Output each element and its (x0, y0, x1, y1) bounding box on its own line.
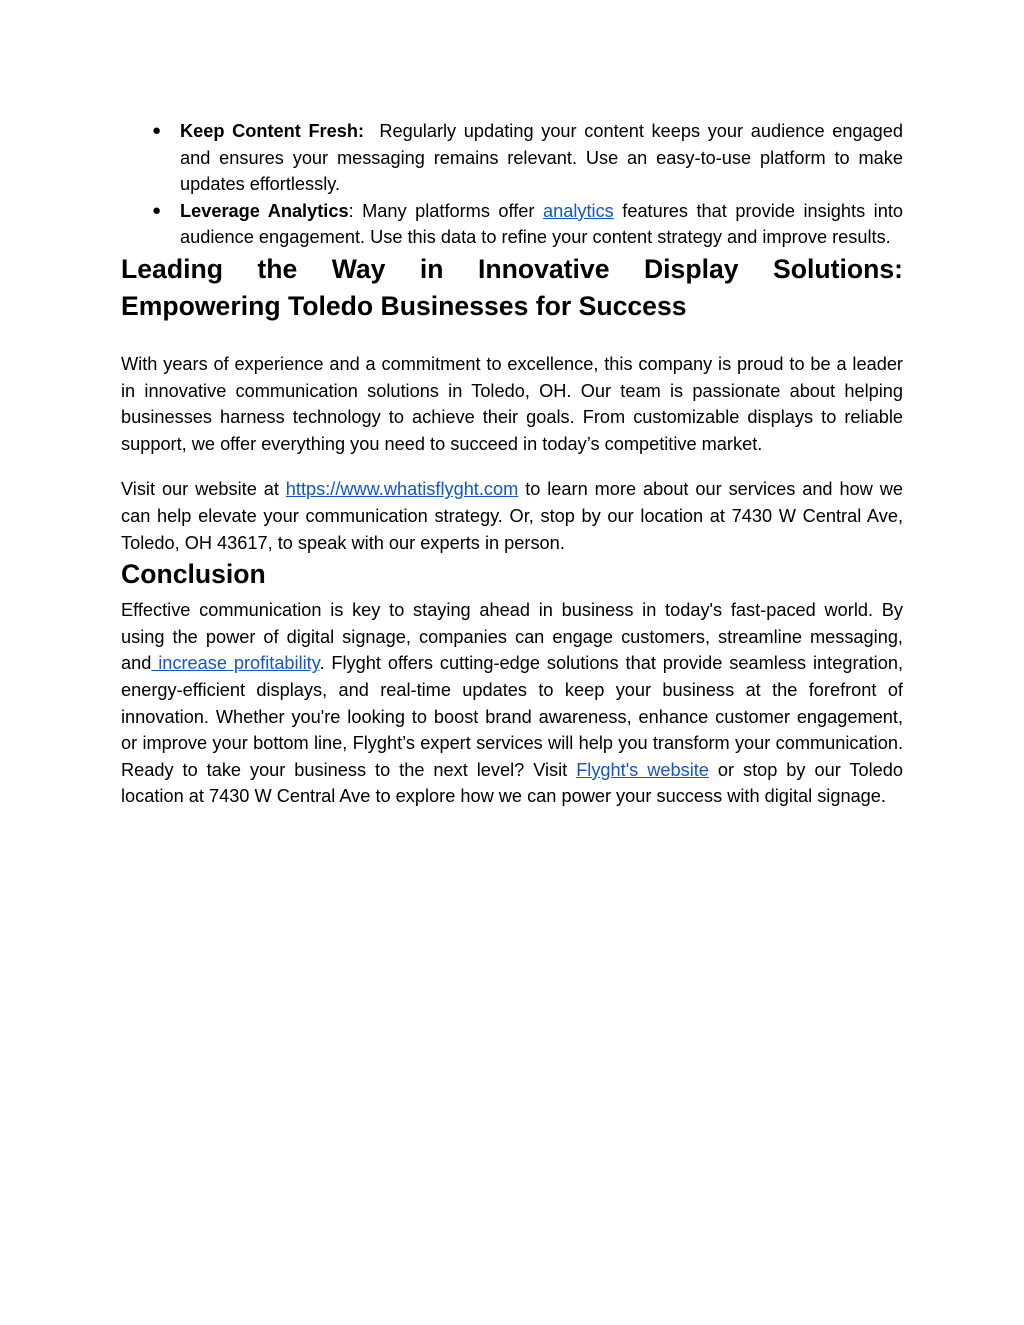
list-item-text (180, 198, 903, 251)
analytics-link[interactable]: analytics (543, 200, 614, 221)
visit-paragraph (121, 476, 903, 556)
tips-list (121, 118, 909, 251)
list-item-body: Regularly updating your content keeps your audience engaged and ensures your messaging remains relevant. Use an easy-to-use platform to make updates effortlessly. (180, 121, 909, 195)
bullet-icon: ● (152, 122, 162, 139)
bullet-icon: ● (152, 201, 162, 219)
visit-text-cont: to learn more about our services and how we can help elevate your communication strategy. Or, stop by our location at 7430 W Central Ave, Toledo, OH 43617, to speak with our experts in person. (121, 479, 903, 553)
conclusion-paragraph (121, 597, 903, 810)
document-page (121, 118, 909, 810)
conclusion-text-cont: . Flyght offers cutting-edge solutions that provide seamless integration, energy-efficient displays, and real-time updates to keep your business at the forefront of innovation. Whether you're looking to boost brand awareness, enhance customer engagement, or improve your bottom line, Flyght’s expert services will help you transform your communication. Ready to take your business to the next level? Visit (121, 653, 903, 780)
conclusion-text: Effective communication is key to staying ahead in business in today's fast-paced world. By using the power of digital signage, companies can engage customers, streamline messaging, and (121, 600, 903, 674)
list-item (120, 198, 903, 251)
profitability-link[interactable]: increase profitability (151, 653, 320, 674)
list-item-text (180, 118, 909, 198)
conclusion-text-end: or stop by our Toledo location at 7430 W Central Ave to explore how we can power your success with digital signage. (121, 759, 903, 807)
section-heading: Leading the Way in Innovative Display Solutions: Empowering Toledo Businesses for Success (121, 253, 903, 321)
conclusion-heading: Conclusion (121, 559, 266, 590)
list-item-label: Keep Content Fresh: (180, 121, 365, 141)
list-item-label: Leverage Analytics (180, 200, 349, 221)
flyght-website-link[interactable]: Flyght's website (576, 759, 709, 780)
about-paragraph: With years of experience and a commitment to excellence, this company is proud to be a leader in innovative communication solutions in Toledo, OH. Our team is passionate about helping businesses harness technology to achieve their goals. From customizable displays to reliable support, we offer everything you need to succeed in today’s competitive market. (121, 353, 903, 454)
list-item-body-cont: features that provide insights into audience engagement. Use this data to refine your content strategy and improve results. (180, 200, 903, 248)
list-item (120, 118, 909, 198)
visit-text: Visit our website at (121, 479, 286, 500)
website-link[interactable]: https://www.whatisflyght.com (285, 479, 519, 500)
list-item-body: : Many platforms offer (348, 200, 543, 221)
